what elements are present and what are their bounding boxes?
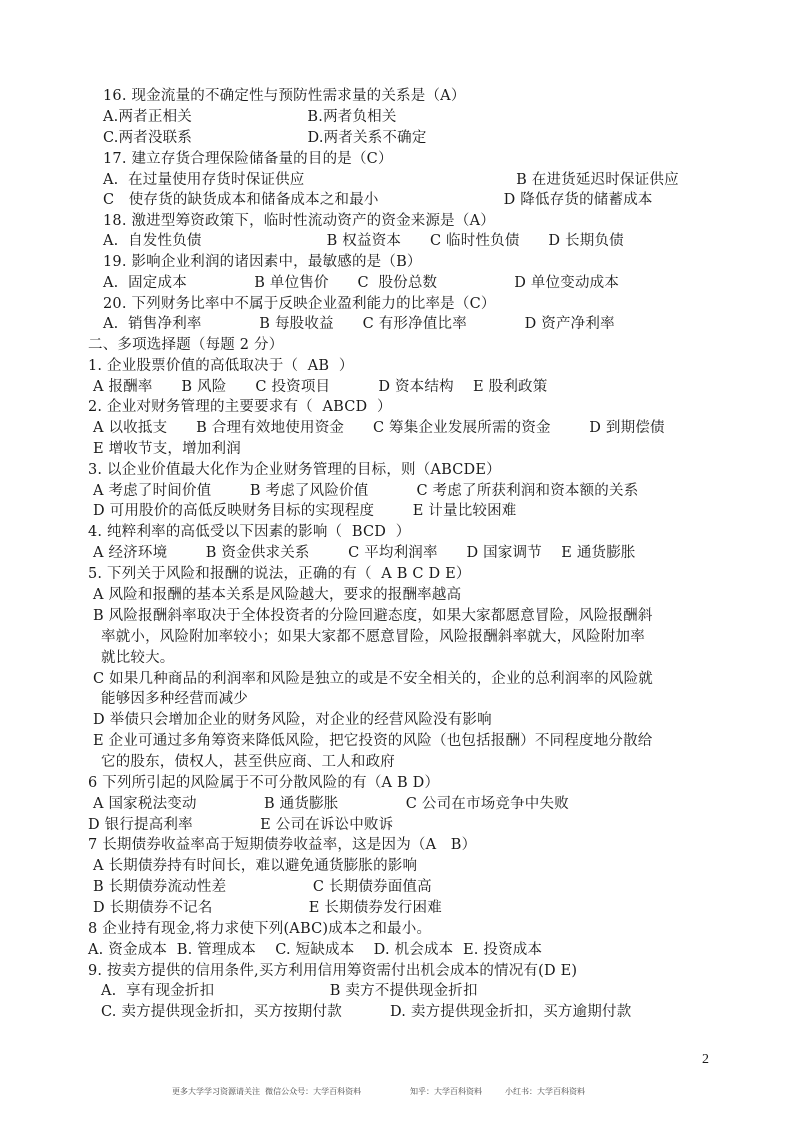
q20-options: A. 销售净利率 B 每股收益 C 有形净值比率 D 资产净利率 xyxy=(103,316,615,332)
m1-stem: 1. 企业股票价值的高低取决于（ AB ） xyxy=(88,358,354,374)
m5-option-b-line2: 率就小，风险附加率较小；如果大家都不愿意冒险，风险报酬斜率就大，风险附加率 xyxy=(101,629,645,645)
m5-option-e-line1: E 企业可通过多角筹资来降低风险，把它投资的风险（也包括报酬）不同程度地分散给 xyxy=(93,733,653,749)
q19-options: A. 固定成本 B 单位售价 C 股份总数 D 单位变动成本 xyxy=(103,275,620,291)
footer-follow-text: 更多大学学习资源请关注 微信公众号：大学百科资料 xyxy=(172,1087,362,1096)
q20-stem: 20. 下列财务比率中不属于反映企业盈利能力的比率是（C） xyxy=(103,296,496,312)
q16-options-cd: C.两者没联系 D.两者关系不确定 xyxy=(103,130,427,146)
q16-stem: 16. 现金流量的不确定性与预防性需求量的关系是（A） xyxy=(103,88,466,104)
m6-options-abc: A 国家税法变动 B 通货膨胀 C 公司在市场竞争中失败 xyxy=(93,796,569,812)
q17-options-cd: C 使存货的缺货成本和储备成本之和最小 D 降低存货的储蓄成本 xyxy=(103,192,653,208)
m7-stem: 7 长期债券收益率高于短期债券收益率，这是因为（A B） xyxy=(88,837,477,853)
m5-stem: 5. 下列关于风险和报酬的说法，正确的有（ A B C D E） xyxy=(88,566,471,582)
q19-stem: 19. 影响企业利润的诸因素中，最敏感的是（B） xyxy=(103,254,422,270)
m8-stem: 8 企业持有现金,将力求使下列(ABC)成本之和最小。 xyxy=(88,921,432,937)
m7-options-de: D 长期债券不记名 E 长期债券发行困难 xyxy=(93,900,442,916)
m7-options-bc: B 长期债券流动性差 C 长期债券面值高 xyxy=(93,879,432,895)
m9-options-cd: C. 卖方提供现金折扣，买方按期付款 D. 卖方提供现金折扣，买方逾期付款 xyxy=(101,1004,632,1020)
footer-zhihu-text: 知乎：大学百科资料 xyxy=(410,1087,482,1096)
m5-option-d: D 举债只会增加企业的财务风险，对企业的经营风险没有影响 xyxy=(93,712,492,728)
m4-stem: 4. 纯粹利率的高低受以下因素的影响（ BCD ） xyxy=(88,524,411,540)
m7-option-a: A 长期债券持有时间长，难以避免通货膨胀的影响 xyxy=(93,858,418,874)
q18-stem: 18. 激进型筹资政策下，临时性流动资产的资金来源是（A） xyxy=(103,213,495,229)
m5-option-a: A 风险和报酬的基本关系是风险越大，要求的报酬率越高 xyxy=(93,587,462,603)
q16-options-ab: A.两者正相关 B.两者负相关 xyxy=(103,109,397,125)
m9-options-ab: A. 享有现金折扣 B 卖方不提供现金折扣 xyxy=(101,983,478,999)
m3-stem: 3. 以企业价值最大化作为企业财务管理的目标，则（ABCDE） xyxy=(88,462,501,478)
m1-options: A 报酬率 B 风险 C 投资项目 D 资本结构 E 股利政策 xyxy=(93,379,548,395)
q17-stem: 17. 建立存货合理保险储备量的目的是（C） xyxy=(103,151,393,167)
section-heading: 二、多项选择题（每题 2 分） xyxy=(88,337,284,353)
m5-option-c-line2: 能够因多种经营而减少 xyxy=(101,691,248,707)
m5-option-c-line1: C 如果几种商品的利润率和风险是独立的或是不安全相关的，企业的总利润率的风险就 xyxy=(93,671,654,687)
m5-option-e-line2: 它的股东，债权人，甚至供应商、工人和政府 xyxy=(101,754,395,770)
m5-option-b-line1: B 风险报酬斜率取决于全体投资者的分险回避态度，如果大家都愿意冒险，风险报酬斜 xyxy=(93,608,653,624)
m2-option-e: E 增收节支，增加利润 xyxy=(93,441,241,457)
m2-options: A 以收抵支 B 合理有效地使用资金 C 筹集企业发展所需的资金 D 到期偿债 xyxy=(93,420,665,436)
m6-options-de: D 银行提高利率 E 公司在诉讼中败诉 xyxy=(88,817,394,833)
footer-xiaohongshu-text: 小红书：大学百科资料 xyxy=(505,1087,585,1096)
m3-options-abc: A 考虑了时间价值 B 考虑了风险价值 C 考虑了所获利润和资本额的关系 xyxy=(93,483,639,499)
m8-options: A. 资金成本 B. 管理成本 C. 短缺成本 D. 机会成本 E. 投资成本 xyxy=(88,942,543,958)
q17-options-ab: A. 在过量使用存货时保证供应 B 在进货延迟时保证供应 xyxy=(103,172,679,188)
m5-option-b-line3: 就比较大。 xyxy=(101,650,175,666)
m3-options-de: D 可用股价的高低反映财务目标的实现程度 E 计量比较困难 xyxy=(93,503,517,519)
page-number: 2 xyxy=(702,1052,709,1067)
m4-options: A 经济环境 B 资金供求关系 C 平均利润率 D 国家调节 E 通货膨胀 xyxy=(93,545,636,561)
m2-stem: 2. 企业对财务管理的主要要求有（ ABCD ） xyxy=(88,399,392,415)
q18-options: A. 自发性负债 B 权益资本 C 临时性负债 D 长期负债 xyxy=(103,233,624,249)
m9-stem: 9. 按卖方提供的信用条件,买方利用信用筹资需付出机会成本的情况有(D E) xyxy=(88,963,578,979)
m6-stem: 6 下列所引起的风险属于不可分散风险的有（A B D） xyxy=(88,775,440,791)
